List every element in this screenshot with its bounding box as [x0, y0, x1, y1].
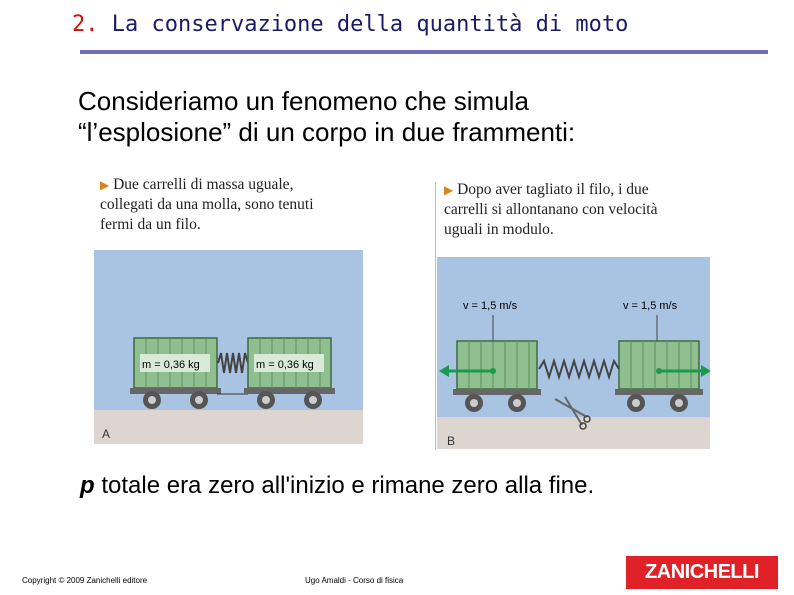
mass-label-right: m = 0,36 kg [256, 359, 314, 371]
figure-a-caption-line-3: fermi da un filo. [100, 216, 201, 233]
intro-line-2: “l’esplosione” di un corpo in due frammenti: [78, 117, 576, 147]
figure-b-caption-line-3: uguali in modulo. [444, 221, 554, 238]
figure-separator [435, 182, 436, 450]
figure-b-illustration [437, 257, 710, 449]
title-divider [80, 50, 768, 54]
conclusion-text [80, 472, 594, 500]
figure-b-caption-line-1: Dopo aver tagliato il filo, i due [457, 181, 649, 198]
caption-triangle-icon: ▶ [444, 183, 454, 197]
figure-a-caption-line-1: Due carrelli di massa uguale, [113, 176, 294, 193]
footer-copyright: Copyright © 2009 Zanichelli editore [22, 576, 148, 585]
zanichelli-logo: ZANICHELLI [626, 556, 778, 589]
slide-title [72, 12, 628, 37]
figure-a-illustration [94, 250, 363, 444]
figure-a-label: A [102, 427, 111, 441]
mass-label-left: m = 0,36 kg [142, 359, 200, 371]
figure-a-caption [100, 175, 370, 235]
slide-title-number: 2. [72, 12, 99, 37]
caption-triangle-icon: ▶ [100, 178, 110, 192]
figure-b-caption-line-2: carrelli si allontanano con velocità [444, 201, 658, 218]
velocity-label-left: v = 1,5 m/s [463, 300, 518, 312]
slide-title-text: La conservazione della quantità di moto [111, 12, 629, 37]
floor [437, 417, 710, 449]
footer-course: Ugo Amaldi - Corso di fisica [305, 576, 404, 585]
velocity-label-right: v = 1,5 m/s [623, 300, 678, 312]
figure-b-caption [444, 180, 724, 240]
intro-text [78, 86, 575, 148]
momentum-symbol: p [80, 472, 95, 499]
floor [94, 410, 363, 444]
intro-line-1: Consideriamo un fenomeno che simula [78, 86, 529, 116]
figure-b-label: B [447, 434, 456, 448]
conclusion-body: totale era zero all'inizio e rimane zero alla fine. [94, 472, 595, 499]
figure-a-caption-line-2: collegati da una molla, sono tenuti [100, 196, 314, 213]
